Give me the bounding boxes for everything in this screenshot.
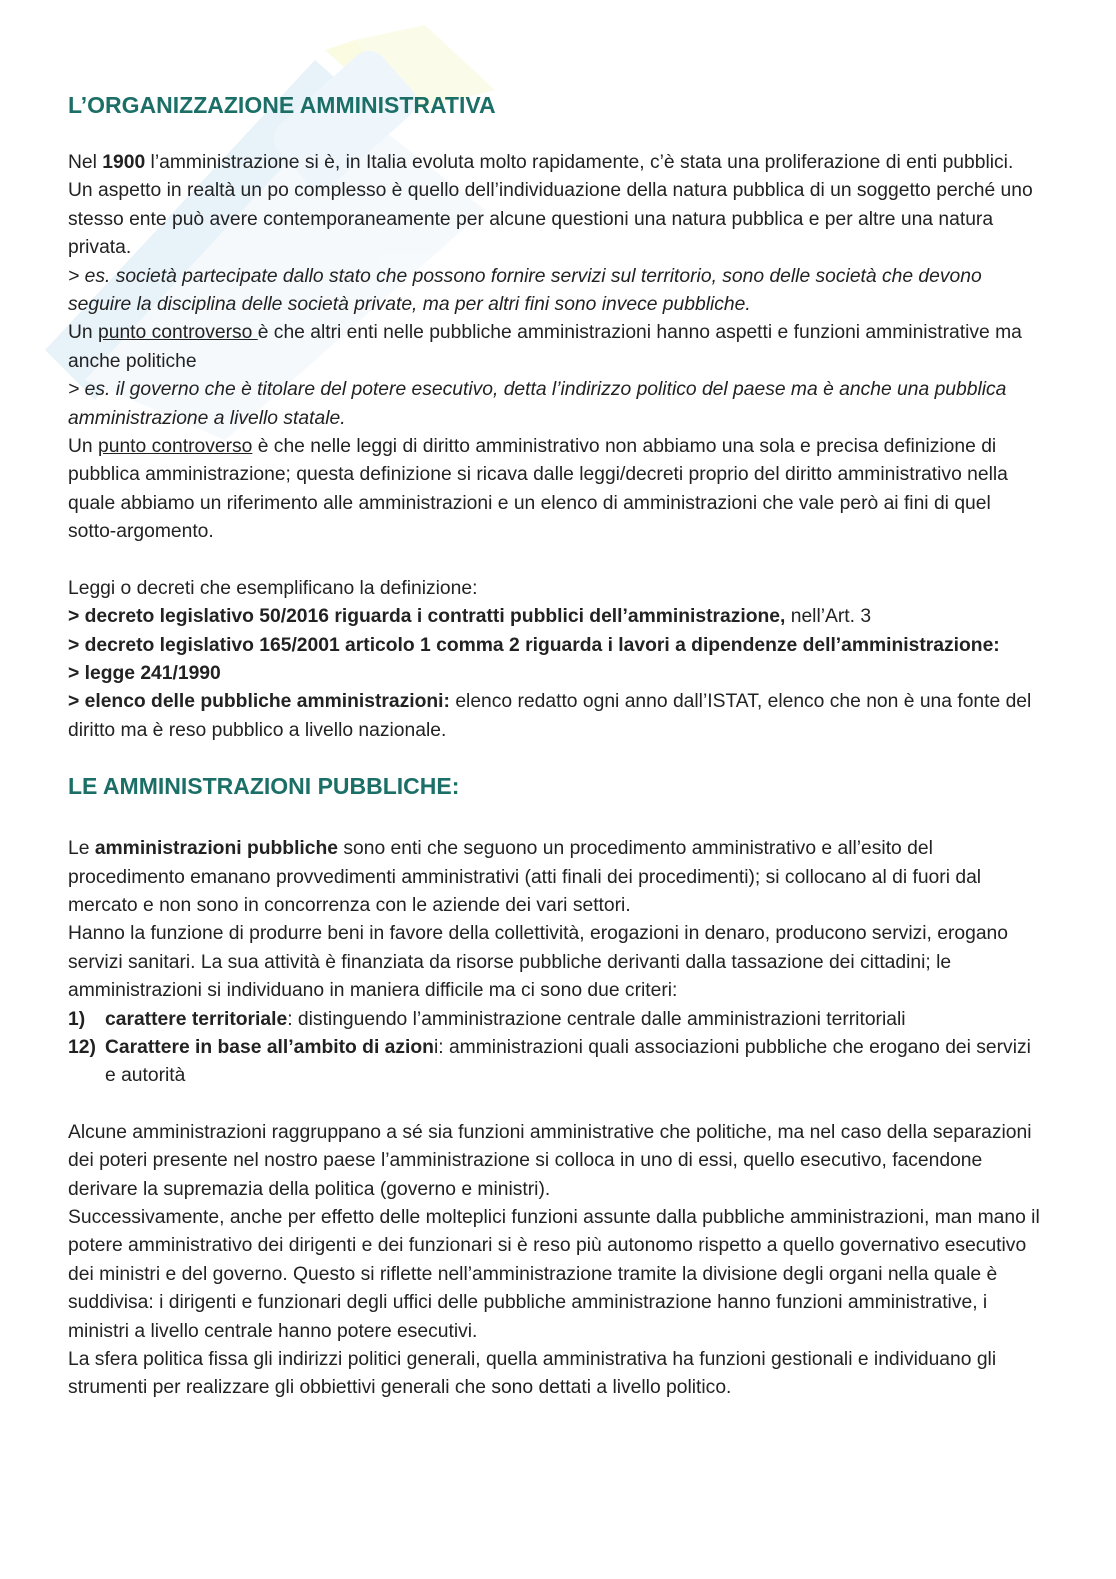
paragraph-funzione: Hanno la funzione di produrre beni in favore della collettività, erogazioni in denaro, producono servizi, erogano servizi sanitari. La sua attività è finanziata da risorse pubbliche derivanti dalla tassazione dei cittadini; le amministrazioni si individuano in maniera difficile ma ci sono due criteri: bbox=[68, 923, 1009, 1002]
list-item: 12) Carattere in base all’ambito di azioni: amministrazioni quali associazioni pubbliche che erogano dei servizi e autorità bbox=[68, 1036, 1031, 1087]
underlined-term: punto controverso bbox=[98, 322, 258, 344]
section-title-organizzazione: L’ORGANIZZAZIONE AMMINISTRATIVA bbox=[68, 92, 496, 118]
example-governo: > es. il governo che è titolare del potere esecutivo, detta l’indirizzo politico del paese ma è anche una pubblica amministrazione a livello statale. bbox=[68, 379, 1007, 429]
paragraph-successivamente: Successivamente, anche per effetto delle molteplici funzioni assunte dalla pubbliche amministrazioni, man mano il potere amministrativo dei dirigenti e dei funzionari si è reso più autonomo rispetto a quello governativo esecutivo dei ministri e del governo. Questo si riflette nell’amministrazione tramite la divisione degli organi nella quale è suddivisa: i dirigenti e funzionari degli uffici delle pubbliche amministrazione hanno funzioni amministrative, i ministri a livello centrale hanno potere esecutivi. bbox=[68, 1207, 1040, 1342]
paragraph-definizione: Le amministrazioni pubbliche sono enti che seguono un procedimento amministrativo e all’esito del procedimento emanano provvedimenti amministrativi (atti finali dei procedimenti); si collocano al di fuori dal mercato e non sono in concorrenza con le aziende dei vari settori. bbox=[68, 838, 982, 916]
criteria-list bbox=[68, 1006, 1043, 1091]
example-societa: > es. società partecipate dallo stato che possono fornire servizi sul territorio, sono delle società che devono seguire la disciplina delle società private, ma per altri fini sono invece pubbliche. bbox=[68, 265, 982, 316]
paragraph-intro: Nel 1900 l’amministrazione si è, in Italia evoluta molto rapidamente, c’è stata una proliferazione di enti pubblici. Un aspetto in realtà un po complesso è quello dell’individuazione della natura pubblica di un soggetto perché uno stesso ente può avere contemporaneamente per alcune questioni una natura pubblica e per altre una natura privata. bbox=[68, 152, 1033, 259]
paragraph-controverso-2: Un punto controverso è che nelle leggi di diritto amministrativo non abbiamo una sola e precisa definizione di pubblica amministrazione; questa definizione si ricava dalle leggi/decreti proprio del diritto amministrativo nella quale abbiamo un riferimento alle amministrazioni e un elenco di amministrazioni che vale però ai fini di quel sotto-argomento. bbox=[68, 436, 1008, 543]
law-item-3: > legge 241/1990 bbox=[68, 662, 221, 684]
law-item-1: > decreto legislativo 50/2016 riguarda i contratti pubblici dell’amministrazione, nell’Art. 3 bbox=[68, 606, 872, 628]
year-1900: 1900 bbox=[102, 152, 146, 173]
document-page bbox=[68, 88, 1043, 1403]
underlined-term: punto controverso bbox=[98, 436, 253, 458]
paragraph-separazione: Alcune amministrazioni raggruppano a sé sia funzioni amministrative che politiche, ma nel caso della separazioni dei poteri presente nel nostro paese l’amministrazione si colloca in uno di essi, quello esecutivo, facendone derivare la supremazia della politica (governo e ministri). bbox=[68, 1121, 1032, 1200]
section-title-amministrazioni: LE AMMINISTRAZIONI PUBBLICHE: bbox=[68, 773, 460, 800]
law-item-4: > elenco delle pubbliche amministrazioni: elenco redatto ogni anno dall’ISTAT, elenco che non è una fonte del diritto ma è reso pubblico a livello nazionale. bbox=[68, 691, 1032, 741]
list-item: 1) carattere territoriale: distinguendo l’amministrazione centrale dalle amministrazioni territoriali bbox=[68, 1008, 906, 1030]
law-item-2: > decreto legislativo 165/2001 articolo 1 comma 2 riguarda i lavori a dipendenze dell’amministrazione: bbox=[68, 634, 1000, 656]
laws-intro: Leggi o decreti che esemplificano la definizione: bbox=[68, 577, 478, 599]
paragraph-sfera-politica: La sfera politica fissa gli indirizzi politici generali, quella amministrativa ha funzioni gestionali e individuano gli strumenti per realizzare gli obbiettivi generali che sono dettati a livello politico. bbox=[68, 1349, 997, 1399]
paragraph-controverso-1: Un punto controverso è che altri enti nelle pubbliche amministrazioni hanno aspetti e funzioni amministrative ma anche politiche bbox=[68, 322, 1022, 372]
